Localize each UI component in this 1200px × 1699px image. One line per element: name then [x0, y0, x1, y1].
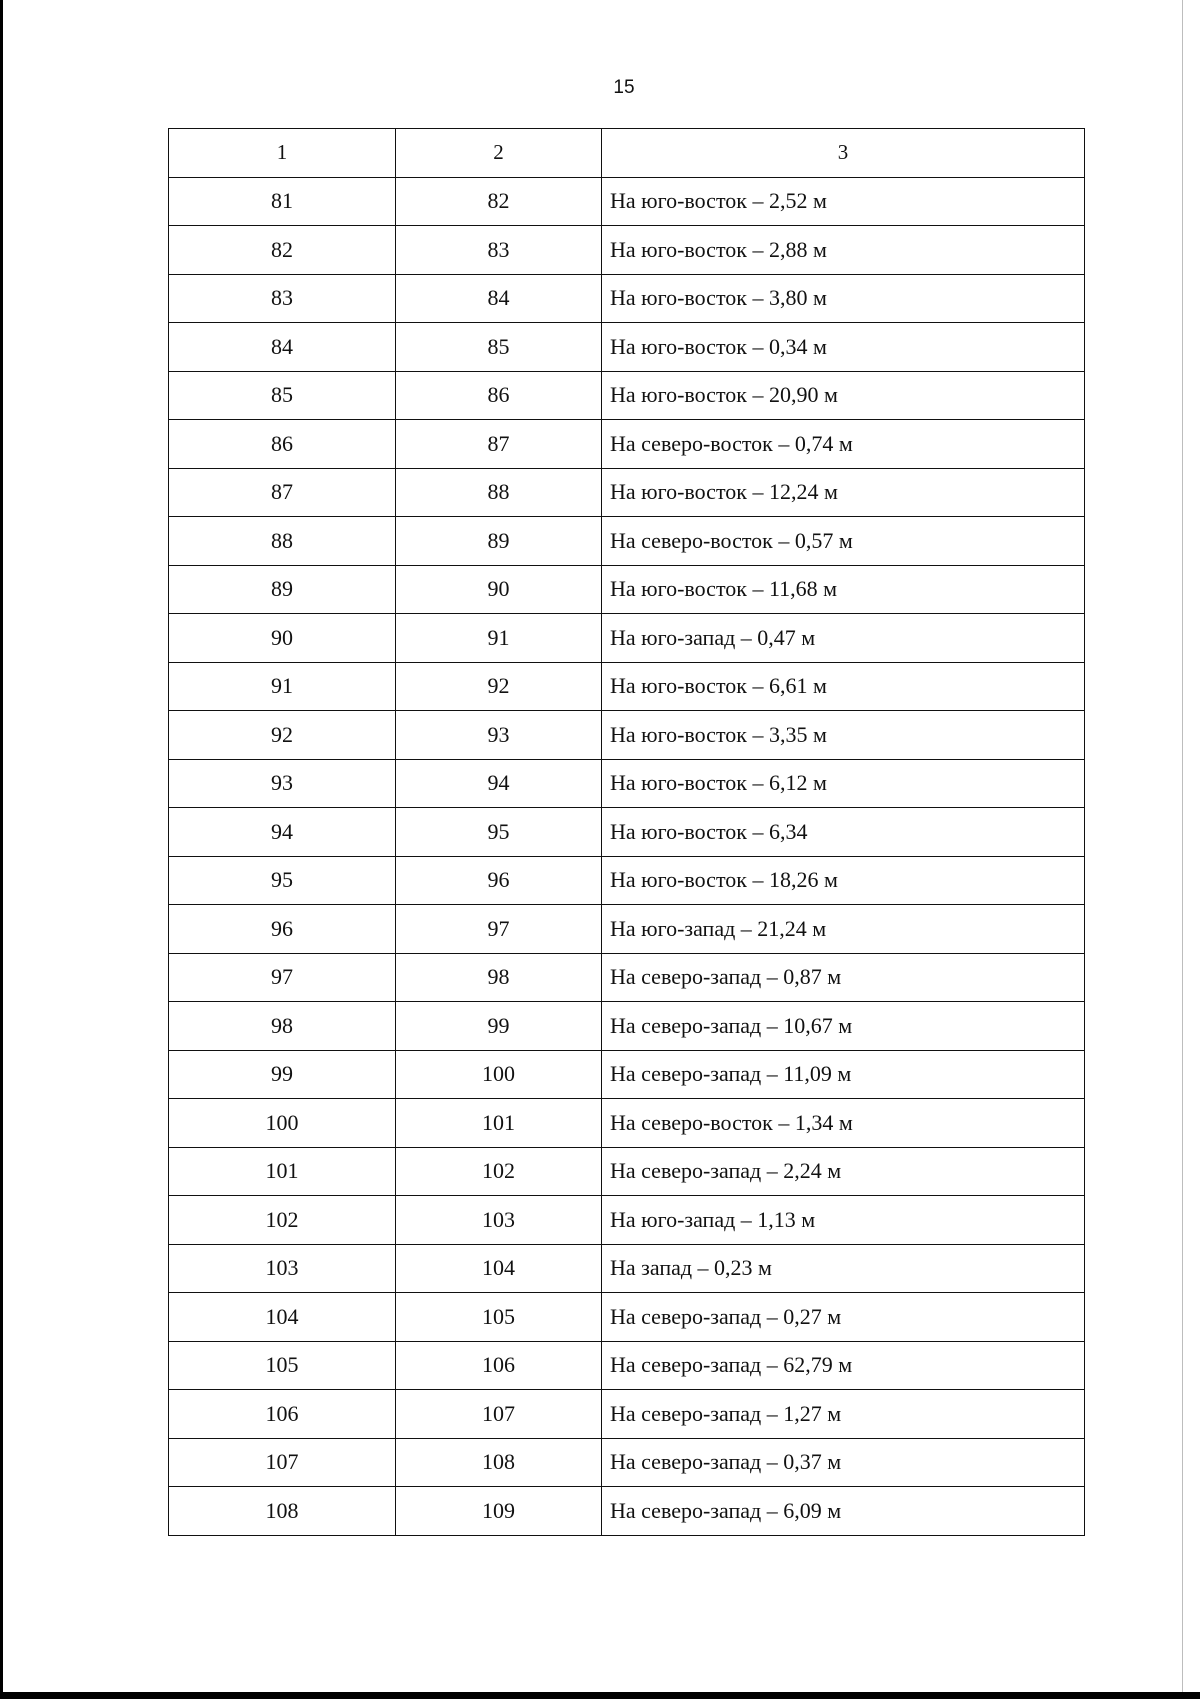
- direction-distance-cell: На северо-восток – 1,34 м: [602, 1099, 1085, 1148]
- point-to-cell: 108: [396, 1438, 602, 1487]
- point-from-cell: 107: [169, 1438, 396, 1487]
- point-to-cell: 92: [396, 662, 602, 711]
- table-row: [169, 614, 1085, 663]
- direction-distance-cell: На запад – 0,23 м: [602, 1244, 1085, 1293]
- table-row: [169, 517, 1085, 566]
- table-row: [169, 1244, 1085, 1293]
- table-row: [169, 1438, 1085, 1487]
- point-from-cell: 88: [169, 517, 396, 566]
- scan-bottom-edge: [0, 1692, 1200, 1699]
- point-to-cell: 100: [396, 1050, 602, 1099]
- table-row: [169, 1196, 1085, 1245]
- table-row: [169, 662, 1085, 711]
- scan-right-edge: [1182, 0, 1200, 1699]
- direction-distance-cell: На юго-восток – 3,35 м: [602, 711, 1085, 760]
- point-from-cell: 83: [169, 274, 396, 323]
- point-to-cell: 109: [396, 1487, 602, 1536]
- point-from-cell: 100: [169, 1099, 396, 1148]
- direction-distance-cell: На юго-запад – 1,13 м: [602, 1196, 1085, 1245]
- point-from-cell: 96: [169, 905, 396, 954]
- point-from-cell: 99: [169, 1050, 396, 1099]
- point-to-cell: 89: [396, 517, 602, 566]
- boundary-table: [168, 128, 1085, 1536]
- point-from-cell: 95: [169, 856, 396, 905]
- header-col-2: 2: [396, 129, 602, 178]
- table-row: [169, 905, 1085, 954]
- point-from-cell: 106: [169, 1390, 396, 1439]
- point-from-cell: 81: [169, 177, 396, 226]
- table-row: [169, 1002, 1085, 1051]
- point-from-cell: 92: [169, 711, 396, 760]
- point-to-cell: 88: [396, 468, 602, 517]
- direction-distance-cell: На юго-восток – 12,24 м: [602, 468, 1085, 517]
- point-to-cell: 103: [396, 1196, 602, 1245]
- header-col-3: 3: [602, 129, 1085, 178]
- direction-distance-cell: На северо-запад – 6,09 м: [602, 1487, 1085, 1536]
- point-to-cell: 94: [396, 759, 602, 808]
- table-row: [169, 711, 1085, 760]
- table-row: [169, 371, 1085, 420]
- table-row: [169, 759, 1085, 808]
- table-row: [169, 177, 1085, 226]
- table-row: [169, 1050, 1085, 1099]
- direction-distance-cell: На юго-восток – 3,80 м: [602, 274, 1085, 323]
- point-to-cell: 105: [396, 1293, 602, 1342]
- point-from-cell: 101: [169, 1147, 396, 1196]
- point-to-cell: 90: [396, 565, 602, 614]
- direction-distance-cell: На северо-запад – 0,37 м: [602, 1438, 1085, 1487]
- point-to-cell: 99: [396, 1002, 602, 1051]
- header-col-1: 1: [169, 129, 396, 178]
- point-from-cell: 103: [169, 1244, 396, 1293]
- point-from-cell: 89: [169, 565, 396, 614]
- point-to-cell: 104: [396, 1244, 602, 1293]
- point-to-cell: 98: [396, 953, 602, 1002]
- direction-distance-cell: На юго-восток – 18,26 м: [602, 856, 1085, 905]
- point-from-cell: 98: [169, 1002, 396, 1051]
- point-to-cell: 84: [396, 274, 602, 323]
- table-row: [169, 468, 1085, 517]
- scan-left-edge: [0, 0, 3, 1699]
- point-to-cell: 107: [396, 1390, 602, 1439]
- point-to-cell: 95: [396, 808, 602, 857]
- direction-distance-cell: На северо-запад – 2,24 м: [602, 1147, 1085, 1196]
- direction-distance-cell: На юго-восток – 2,52 м: [602, 177, 1085, 226]
- point-from-cell: 91: [169, 662, 396, 711]
- point-to-cell: 87: [396, 420, 602, 469]
- point-to-cell: 102: [396, 1147, 602, 1196]
- point-to-cell: 91: [396, 614, 602, 663]
- point-from-cell: 93: [169, 759, 396, 808]
- point-to-cell: 106: [396, 1341, 602, 1390]
- point-to-cell: 86: [396, 371, 602, 420]
- direction-distance-cell: На юго-восток – 6,12 м: [602, 759, 1085, 808]
- point-to-cell: 101: [396, 1099, 602, 1148]
- page-number: 15: [613, 77, 635, 98]
- point-to-cell: 93: [396, 711, 602, 760]
- direction-distance-cell: На северо-запад – 0,87 м: [602, 953, 1085, 1002]
- direction-distance-cell: На юго-восток – 0,34 м: [602, 323, 1085, 372]
- table-row: [169, 856, 1085, 905]
- point-to-cell: 83: [396, 226, 602, 275]
- direction-distance-cell: На юго-запад – 21,24 м: [602, 905, 1085, 954]
- direction-distance-cell: На северо-восток – 0,74 м: [602, 420, 1085, 469]
- direction-distance-cell: На северо-запад – 10,67 м: [602, 1002, 1085, 1051]
- direction-distance-cell: На юго-восток – 20,90 м: [602, 371, 1085, 420]
- point-from-cell: 97: [169, 953, 396, 1002]
- table-row: [169, 1487, 1085, 1536]
- table-row: [169, 1293, 1085, 1342]
- point-to-cell: 85: [396, 323, 602, 372]
- point-to-cell: 82: [396, 177, 602, 226]
- table-row: [169, 1390, 1085, 1439]
- table-row: [169, 420, 1085, 469]
- table-row: [169, 808, 1085, 857]
- direction-distance-cell: На северо-восток – 0,57 м: [602, 517, 1085, 566]
- table-body: [169, 177, 1085, 1535]
- point-from-cell: 85: [169, 371, 396, 420]
- point-from-cell: 108: [169, 1487, 396, 1536]
- point-from-cell: 102: [169, 1196, 396, 1245]
- point-to-cell: 97: [396, 905, 602, 954]
- table-header-row: [169, 129, 1085, 178]
- table-row: [169, 323, 1085, 372]
- table-row: [169, 953, 1085, 1002]
- table-row: [169, 1099, 1085, 1148]
- table-row: [169, 226, 1085, 275]
- direction-distance-cell: На юго-восток – 6,61 м: [602, 662, 1085, 711]
- point-from-cell: 82: [169, 226, 396, 275]
- direction-distance-cell: На юго-восток – 11,68 м: [602, 565, 1085, 614]
- table-row: [169, 274, 1085, 323]
- table-row: [169, 565, 1085, 614]
- table-row: [169, 1147, 1085, 1196]
- point-from-cell: 90: [169, 614, 396, 663]
- direction-distance-cell: На юго-восток – 2,88 м: [602, 226, 1085, 275]
- point-to-cell: 96: [396, 856, 602, 905]
- direction-distance-cell: На юго-запад – 0,47 м: [602, 614, 1085, 663]
- direction-distance-cell: На юго-восток – 6,34: [602, 808, 1085, 857]
- direction-distance-cell: На северо-запад – 62,79 м: [602, 1341, 1085, 1390]
- direction-distance-cell: На северо-запад – 1,27 м: [602, 1390, 1085, 1439]
- direction-distance-cell: На северо-запад – 0,27 м: [602, 1293, 1085, 1342]
- point-from-cell: 104: [169, 1293, 396, 1342]
- direction-distance-cell: На северо-запад – 11,09 м: [602, 1050, 1085, 1099]
- point-from-cell: 86: [169, 420, 396, 469]
- table-row: [169, 1341, 1085, 1390]
- point-from-cell: 84: [169, 323, 396, 372]
- point-from-cell: 105: [169, 1341, 396, 1390]
- point-from-cell: 87: [169, 468, 396, 517]
- point-from-cell: 94: [169, 808, 396, 857]
